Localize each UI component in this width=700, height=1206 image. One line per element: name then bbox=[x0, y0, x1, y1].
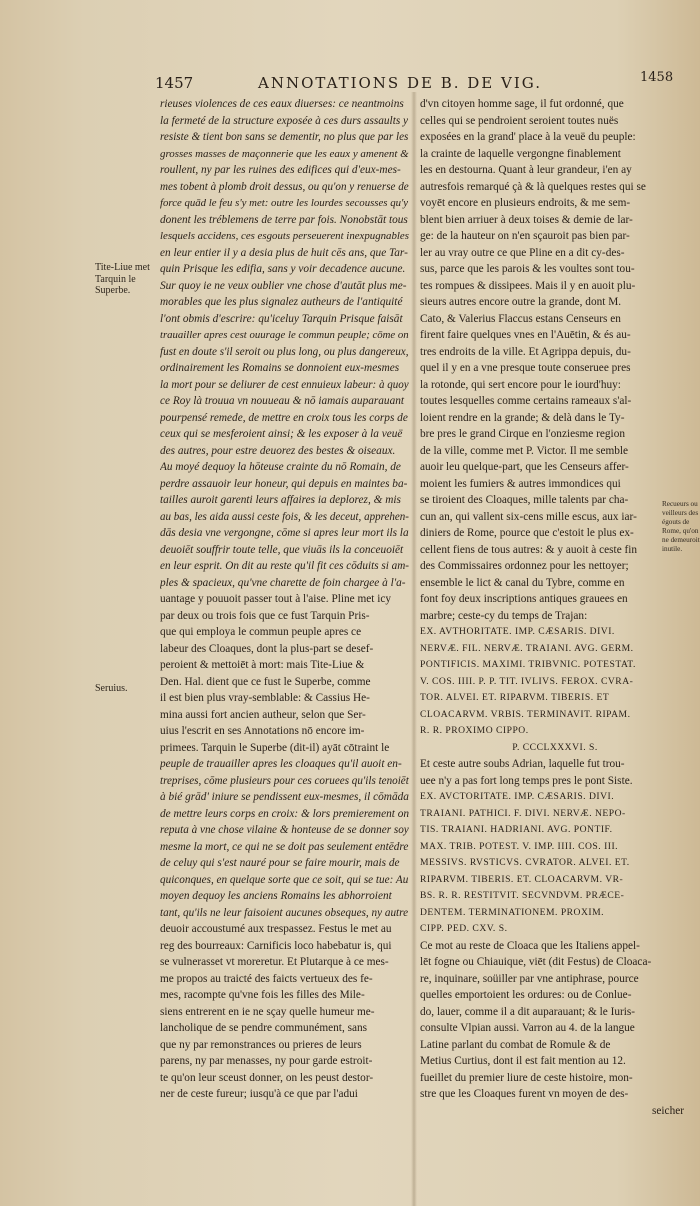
text-line: reg des bourreaux: Carnificis loco habebatur is, qui bbox=[160, 939, 392, 952]
text-line: ge: de la hauteur on n'en sçauroit pas bien par- bbox=[420, 230, 630, 242]
text-line: ordinairement les Romains se donnoient eux-mesmes bbox=[160, 362, 400, 374]
margin-note-line: ne demeuroit bbox=[662, 536, 700, 544]
text-line: ples & spacieux, qu'vne charette de foin chargee à l'a- bbox=[160, 576, 406, 589]
text-line: BS. R. R. RESTITVIT. SECVNDVM. PRÆCE- bbox=[420, 890, 625, 901]
text-line: EX. AVCTORITATE. IMP. CÆSARIS. DIVI. bbox=[420, 791, 615, 802]
text-line: bre pres le grand Cirque en l'onziesme region bbox=[420, 428, 625, 440]
text-line: par deux ou trois fois que ce fust Tarquin Pris- bbox=[160, 609, 370, 622]
text-line: Sur quoy ie ne veux oublier vne chose d'autāt plus me- bbox=[160, 279, 407, 292]
text-line: peroient & mettoiēt à mort: mais Tite-Liue & bbox=[160, 659, 365, 671]
margin-note-line: inutile. bbox=[662, 545, 683, 553]
text-line: grosses masses de maçonnerie que les eaux y amenent & bbox=[160, 147, 409, 160]
text-line: te qu'on leur sceust donner, on les peust destor- bbox=[160, 1071, 374, 1084]
text-line: se tiroient des Cloaques, mille talents par cha- bbox=[420, 494, 629, 506]
text-line: force quād le feu s'y met: outre les lourdes secousses qu'y bbox=[160, 197, 409, 209]
text-line: de celuy qui s'est nauré pour se faire mourir, mais de bbox=[160, 857, 400, 869]
text-line: de mettre leurs corps en croix: & lors premierement on bbox=[160, 807, 409, 820]
text-line: reputa à vne chose vilaine & honteuse de se donner soy bbox=[160, 824, 409, 836]
text-line: lesquels accidens, ces esgouts perseuerent inexpugnables bbox=[160, 230, 409, 242]
margin-note-line: Tite-Liue met bbox=[95, 262, 150, 273]
text-line: se vulnerasset vt moreretur. Et Plutarque à ce mes- bbox=[160, 956, 389, 968]
column-gutter bbox=[411, 92, 417, 1206]
text-line: PONTIFICIS. MAXIMI. TRIBVNIC. POTESTAT. bbox=[420, 659, 636, 670]
text-line: donent les tréblemens de terre par fois. Nonobstāt tous bbox=[160, 213, 408, 226]
text-line: fueillet du premier liure de ceste histoire, mon- bbox=[420, 1071, 633, 1084]
text-line: en leur esprit. On dit au reste qu'il fit ces cōduits si am- bbox=[160, 560, 410, 572]
text-line: mes tobent à plomb droit dessus, ou qu'on y renuerse de bbox=[160, 180, 409, 193]
text-line: pourpensé remede, de mettre en croix tous les corps de bbox=[160, 411, 408, 424]
text-line: marbre; ceste-cy du temps de Trajan: bbox=[420, 609, 588, 622]
text-line: tes rompues & dissipees. Mais il y en auoit plu- bbox=[420, 279, 636, 292]
running-title: ANNOTATIONS DE B. DE VIG. bbox=[258, 74, 542, 92]
text-line: P. CCCLXXXVI. S. bbox=[512, 741, 598, 753]
text-line: des autres, pour estre deuorez des bestes & oiseaux. bbox=[160, 444, 396, 457]
text-line: à bié grād' iniure se pendissent eux-mesmes, il cōmāda bbox=[160, 791, 409, 803]
text-line: moyen dequoy les anciens Romains les abhorroient bbox=[160, 890, 392, 902]
text-line: uius l'escrit en ses Annotations nō encore im- bbox=[160, 725, 365, 737]
text-line: rieuses violences de ces eaux diuerses: ce neantmoins bbox=[160, 98, 404, 110]
text-line: Metius Curtius, dont il est fait mention au 12. bbox=[420, 1055, 626, 1067]
margin-note-line: veilleurs des bbox=[662, 509, 699, 517]
text-line: Ce mot au reste de Cloaca que les Italiens appel- bbox=[420, 939, 640, 952]
text-line: de la ville, comme met P. Victor. Il me semble bbox=[420, 444, 629, 457]
text-line: TIS. TRAIANI. HADRIANI. AVG. PONTIF. bbox=[420, 824, 613, 835]
text-line: la crainte de laquelle vergongne finablement bbox=[420, 147, 621, 160]
text-line: d'vn citoyen homme sage, il fut ordonné, que bbox=[420, 98, 624, 110]
text-line: peuple de trauailler apres les cloaques qu'il auoit en- bbox=[160, 758, 402, 770]
text-line: tres endroits de la ville. Et Agrippa depuis, du- bbox=[420, 345, 631, 358]
text-line: quelles emportoient les ordures: ou de Conlue- bbox=[420, 989, 632, 1001]
text-line: la rotonde, qui sert encore pour le iourd'huy: bbox=[420, 378, 621, 391]
text-line: loient rendre en la grande; & delà dans le Ty- bbox=[420, 411, 625, 424]
text-line: MAX. TRIB. POTEST. V. IMP. IIII. COS. III. bbox=[420, 840, 619, 852]
text-line: morables que les plus signalez autheurs de l'antiquité bbox=[160, 296, 403, 308]
text-line: perdre assauoir leur honeur, qui depuis en maintes ba- bbox=[160, 477, 408, 490]
text-line: la mort pour se deliurer de cest ennuieux labeur: à quoy bbox=[160, 378, 409, 391]
text-line: resiste & tient bon sans se dementir, no plus que par les bbox=[160, 131, 409, 143]
text-line: sus, parce que les parois & les voultes sont tou- bbox=[420, 263, 635, 275]
text-line: TOR. ALVEI. ET. RIPARVM. TIBERIS. ET bbox=[420, 692, 610, 703]
text-line: ler au vray outre ce que Pline en a dit cy-des- bbox=[420, 246, 625, 259]
text-line: blent bien arriuer à deux toises & demie de lar- bbox=[420, 213, 633, 226]
text-line: cun an, qui vallent six-cens mille escus, aux iar- bbox=[420, 510, 637, 523]
text-line: Cato, & Valerius Flaccus estans Censeurs en bbox=[420, 312, 621, 325]
right-text-column bbox=[420, 96, 690, 1119]
running-header bbox=[0, 70, 700, 98]
text-line: do, lauer, comme il a dit auparauant; & le Iuris- bbox=[420, 1005, 636, 1018]
text-line: ceux qui se mesferoient ainsi; & les exposer à la veuë bbox=[160, 428, 403, 440]
text-line: quiconques, en quelque sorte que ce soit, qui se tue: Au bbox=[160, 873, 409, 886]
text-line: siens entrerent en ie ne sçay quelle humeur me- bbox=[160, 1005, 375, 1018]
text-line: Au moyé dequoy la hōteuse crainte du nō Romain, de bbox=[160, 461, 401, 473]
text-line: mina aussi fort ancien autheur, selon que Ser- bbox=[160, 708, 366, 721]
margin-note-line: Seruius. bbox=[95, 683, 128, 694]
text-line: mesme la mort, ce qui ne se doit pas seulement entēdre bbox=[160, 840, 409, 853]
text-line: firent faire quelques vnes en l'Auētin, & és au- bbox=[420, 329, 631, 341]
text-line: exposées en la grand' place à la veuë du peuple: bbox=[420, 131, 636, 143]
margin-note-line: égouts de bbox=[662, 518, 690, 526]
text-line: voyēt encore en plusieurs endroits, & me sem- bbox=[420, 197, 631, 209]
text-line: labeur des Cloaques, dont la plus-part se desef- bbox=[160, 642, 374, 655]
page-number-right: 1458 bbox=[640, 70, 674, 85]
text-line: ensemble le lict & canal du Tybre, comme en bbox=[420, 576, 625, 589]
text-line: diniers de Rome, pource que c'estoit le plus ex- bbox=[420, 527, 634, 539]
margin-note-seruius bbox=[95, 683, 157, 695]
page-number-left: 1457 bbox=[155, 74, 194, 92]
text-line: Latine parlant du combat de Romule & de bbox=[420, 1038, 611, 1051]
text-line: mes, racompte qu'vne fois les filles des Mile- bbox=[160, 989, 365, 1001]
text-line: Den. Hal. dient que ce fust le Superbe, comme bbox=[160, 675, 371, 688]
text-line: fust en doute s'il seroit ou plus long, ou plus dangereux, bbox=[160, 345, 409, 358]
text-line: stre que les Cloaques furent vn moyen de des- bbox=[420, 1088, 629, 1100]
text-line: deuoiēt souffrir toute telle, que viuās ils la conceuoiēt bbox=[160, 543, 404, 556]
text-line: Et ceste autre soubs Adrian, laquelle fut trou- bbox=[420, 758, 625, 770]
text-line: TRAIANI. PATHICI. F. DIVI. NERVÆ. NEPO- bbox=[420, 807, 626, 819]
text-line: me propos au traicté des faicts vertueux des fe- bbox=[160, 972, 373, 985]
text-line: V. COS. IIII. P. P. TIT. IVLIVS. FEROX. CVRA- bbox=[420, 675, 634, 687]
text-line: trauailler apres cest ouurage le commun peuple; cōme on bbox=[160, 329, 409, 341]
text-line: toutes lesquelles comme certains rameaux s'al- bbox=[420, 395, 632, 407]
text-line: que ny par remonstrances ou prieres de leurs bbox=[160, 1038, 362, 1051]
text-line: l'ont obmis d'escrire: qu'iceluy Tarquin Prisque faisāt bbox=[160, 312, 403, 325]
text-line: primees. Tarquin le Superbe (dit-il) ayāt cōtraint le bbox=[160, 741, 390, 754]
text-line: font foy deux inscriptions antiques grauees en bbox=[420, 593, 628, 605]
text-line: il est bien plus vray-semblable: & Cassius He- bbox=[160, 692, 370, 704]
text-line: dās desia vne vergongne, cōme si apres leur mort ils la bbox=[160, 527, 409, 539]
text-line: des Commissaires ordonnez pour les nettoyer; bbox=[420, 560, 629, 572]
text-line: lēt fogne ou Chiauique, viēt (dit Festus) de Cloaca- bbox=[420, 956, 652, 968]
text-line: EX. AVTHORITATE. IMP. CÆSARIS. DIVI. bbox=[420, 626, 615, 637]
text-line: autresfois remarqué çà & là quelques restes qui se bbox=[420, 180, 646, 193]
text-line: sieurs autres encore outre la grande, dont M. bbox=[420, 296, 622, 308]
text-line: auoir leu quelque-part, que les Censeurs affer- bbox=[420, 461, 629, 473]
margin-note-line: Tarquin le bbox=[95, 273, 136, 285]
text-line: uantage y pouuoit passer tout à l'aise. Pline met icy bbox=[160, 593, 392, 605]
text-line: seicher bbox=[652, 1104, 684, 1117]
text-line: tailles auroit garenti leurs affaires ia deplorez, & mis bbox=[160, 494, 401, 506]
text-line: treprises, cōme plusieurs pour ces coruees qu'ils tenoiēt bbox=[160, 774, 409, 787]
text-line: la fermeté de la structure exposée à ces durs assaults y bbox=[160, 114, 409, 127]
text-line: ce Roy là trouua vn nouueau & nō iamais auparauant bbox=[160, 395, 405, 407]
text-line: NERVÆ. FIL. NERVÆ. TRAIANI. AVG. GERM. bbox=[420, 642, 634, 654]
text-line: lancholique de se pendre communément, sans bbox=[160, 1022, 368, 1034]
left-text-column bbox=[160, 96, 410, 1103]
text-line: re, inquinare, soüiller par vne antiphrase, pource bbox=[420, 972, 639, 985]
text-line: MESSIVS. RVSTICVS. CVRATOR. ALVEI. ET. bbox=[420, 857, 630, 868]
text-line: consulte Vlpian aussi. Varron au 4. de la langue bbox=[420, 1022, 635, 1034]
text-line: roullent, ny par les ruines des edifices qui d'eux-mes- bbox=[160, 164, 401, 176]
text-line: CLOACARVM. VRBIS. TERMINAVIT. RIPAM. bbox=[420, 708, 631, 720]
text-line: moient les fumiers & autres immondices qui bbox=[420, 477, 621, 490]
text-line: parens, ny par menasses, ny pour garde estroit- bbox=[160, 1055, 373, 1067]
margin-note-line: Superbe. bbox=[95, 285, 131, 296]
text-line: uee n'y a pas fort long temps pres le pont Siste. bbox=[420, 774, 633, 787]
text-line: tant, qu'ils ne leur faisoient aucunes obseques, ny autre bbox=[160, 906, 409, 919]
text-line: les en destourna. Quant à leur grandeur, i'en ay bbox=[420, 164, 632, 176]
text-line: deuoir accoustumé aux trespassez. Festus le met au bbox=[160, 923, 392, 935]
text-line: cellent fiens de tous autres: & y auoit à ceste fin bbox=[420, 543, 638, 556]
text-line: DENTEM. TERMINATIONEM. PROXIM. bbox=[420, 906, 605, 918]
text-line: que qui employa le commun peuple apres ce bbox=[160, 626, 362, 638]
text-line: RIPARVM. TIBERIS. ET. CLOACARVM. VR- bbox=[420, 873, 624, 885]
text-line: celles qui se pendroient seroient toutes nuës bbox=[420, 114, 619, 127]
text-line: au bas, les aida aussi ceste fois, & les deceut, apprehen- bbox=[160, 510, 409, 523]
margin-note-line: Rome, qu'on bbox=[662, 527, 699, 535]
text-line: ner de ceste fureur; iusqu'à ce que par l'adui bbox=[160, 1088, 358, 1100]
text-line: CIPP. PED. CXV. S. bbox=[420, 923, 508, 934]
text-line: R. R. PROXIMO CIPPO. bbox=[420, 725, 529, 736]
text-line: quin Prisque les edifia, sans y voir decadence aucune. bbox=[160, 263, 406, 275]
text-line: en leur entier il y a desia plus de huit cēs ans, que Tar- bbox=[160, 246, 408, 259]
margin-note-line: Recueurs ou bbox=[662, 500, 698, 508]
text-line: quel il y en a vne presque toute conseruee pres bbox=[420, 362, 631, 374]
margin-note-tite-liue bbox=[95, 262, 157, 297]
